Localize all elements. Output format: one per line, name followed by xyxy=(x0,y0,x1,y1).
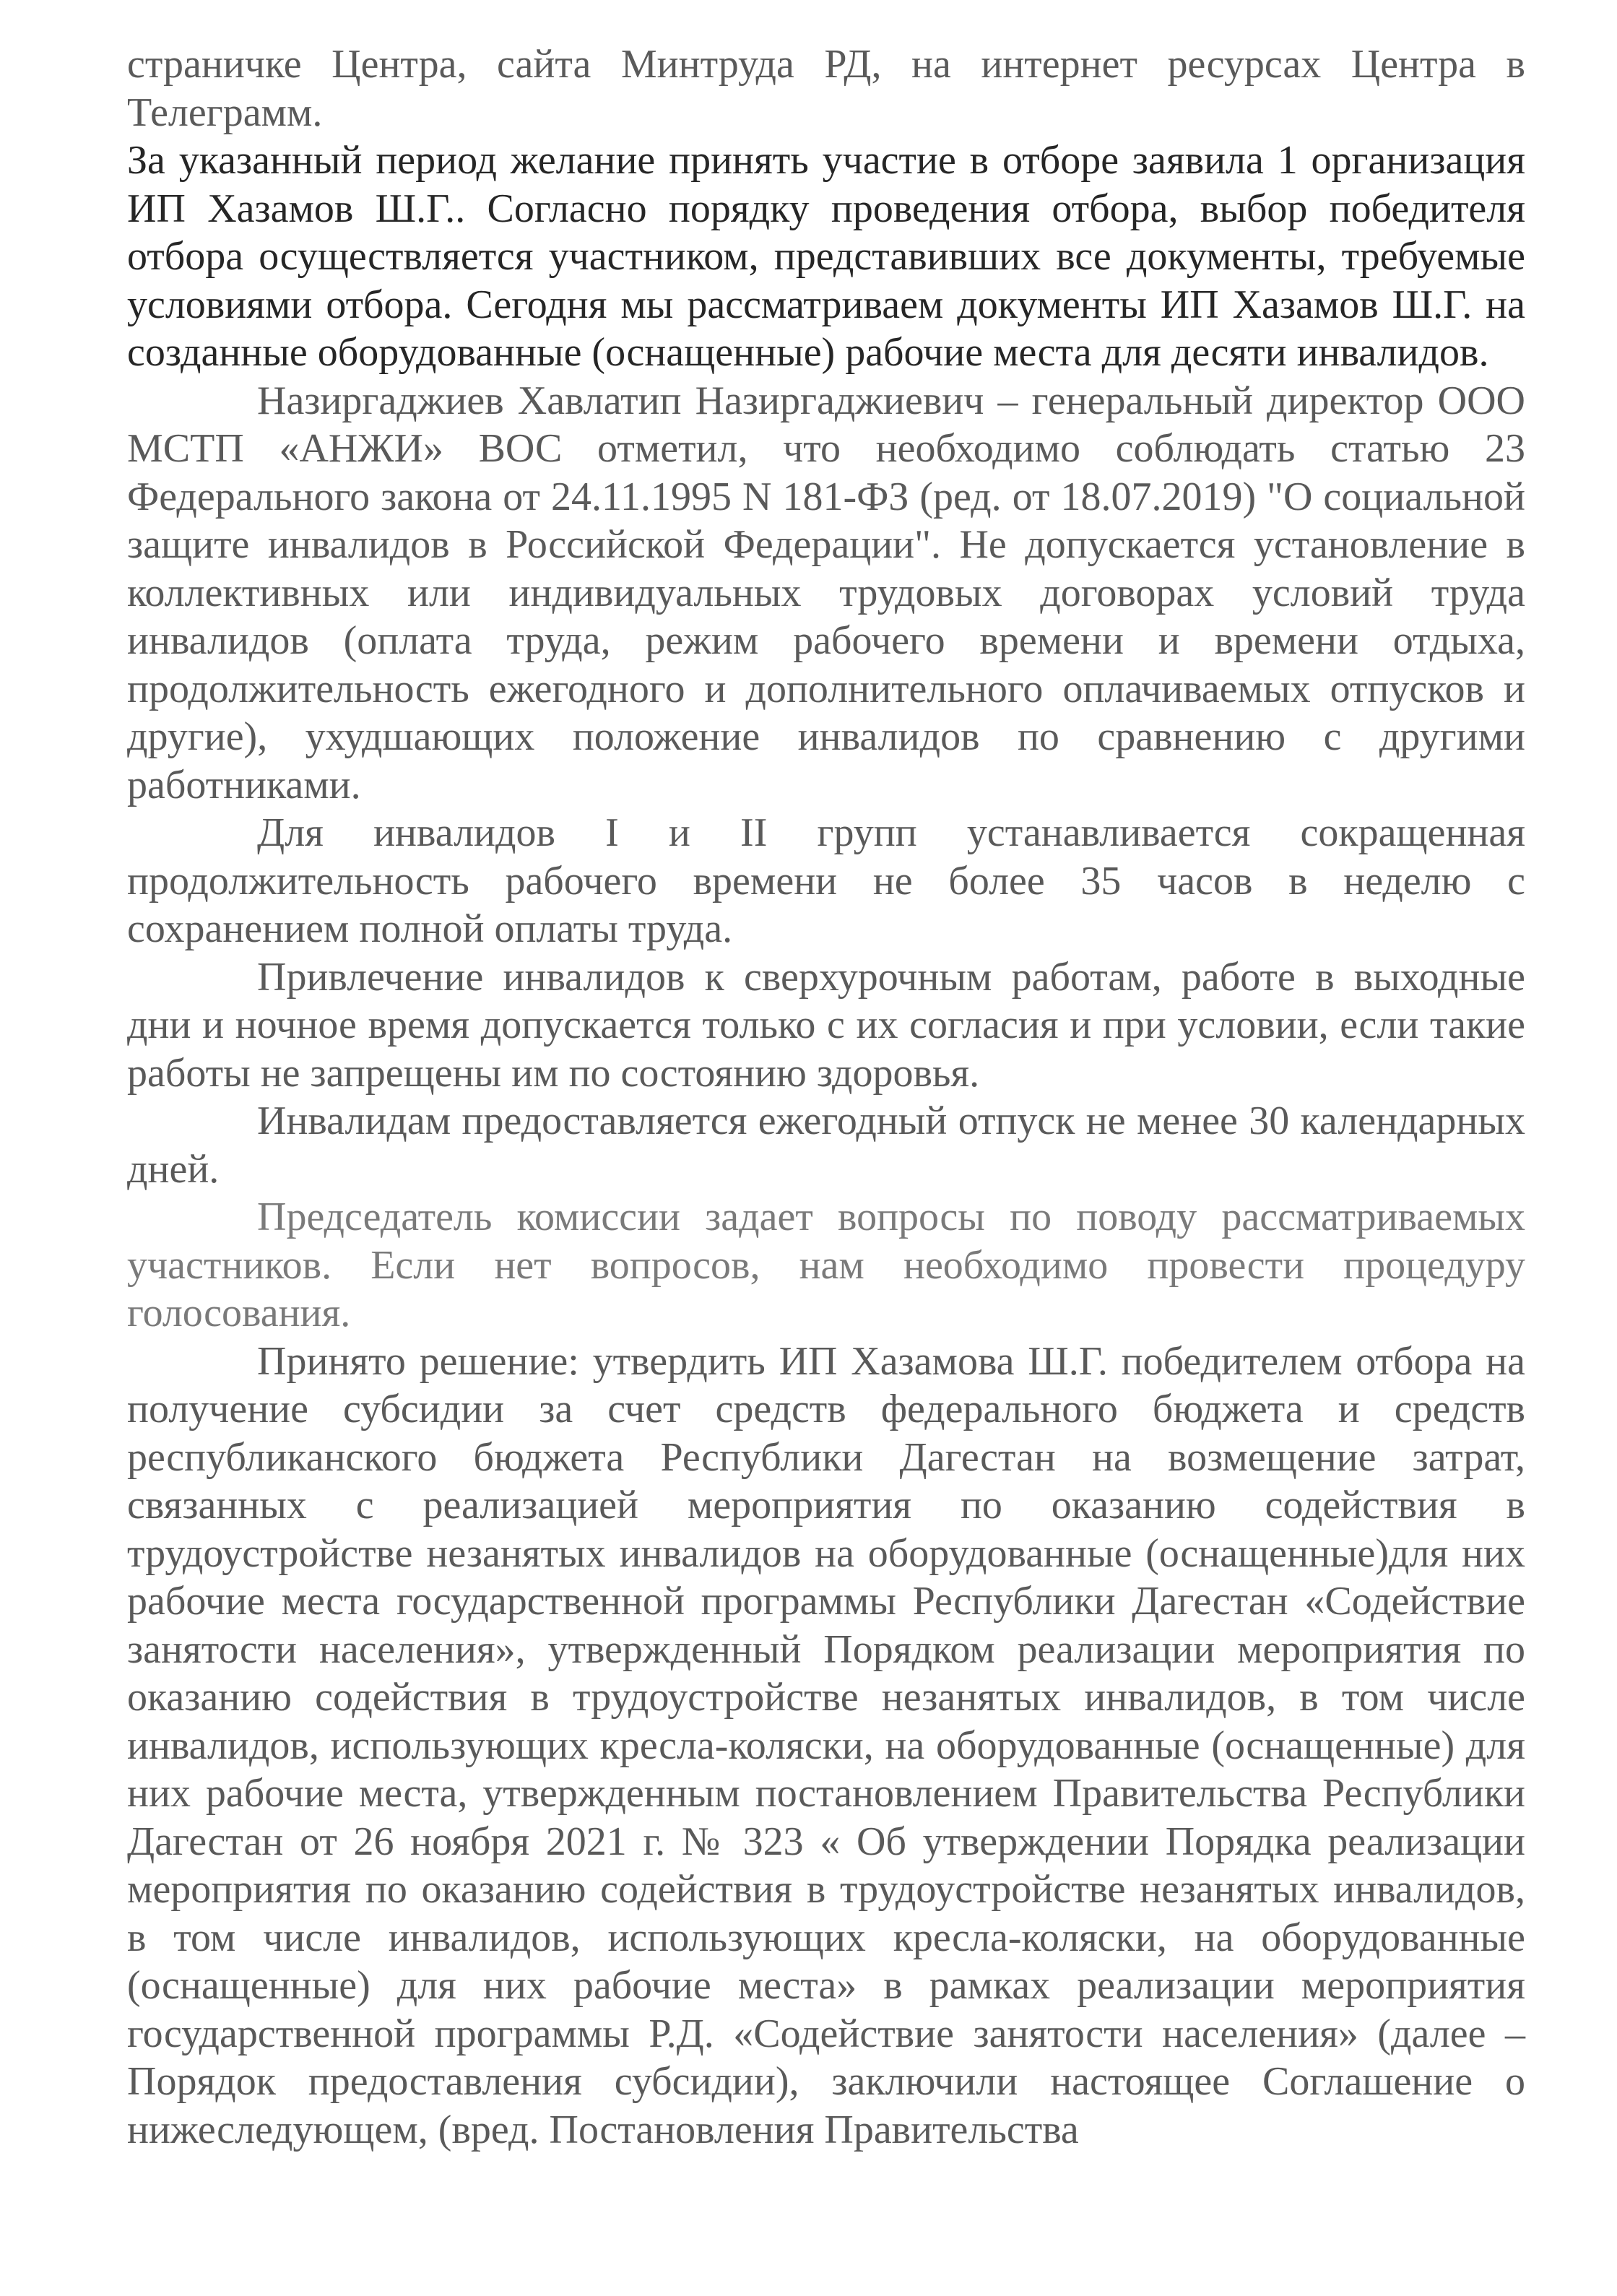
paragraph-director-statement: Назиргаджиев Хавлатип Назиргаджиевич – генеральный директор ООО МСТП «АНЖИ» ВОС отметил, что необходимо соблюдать статью 23 Федерального закона от 24.11.1995 N 181-ФЗ (ред. от 18.07.2019) "О социальной защите инвалидов в Российской Федерации". Не допускается установление в коллективных или индивидуальных трудовых договорах условий труда инвалидов (оплата труда, режим рабочего времени и времени отдыха, продолжительность ежегодного и дополнительного оплачиваемых отпусков и другие), ухудшающих положение инвалидов по сравнению с другими работниками. xyxy=(127,378,1525,807)
paragraph-participants: За указанный период желание принять участие в отборе заявила 1 организация ИП Хазамов Ш.Г.. Согласно порядку проведения отбора, выбор победителя отбора осуществляется участником, представивших все документы, требуемые условиями отбора. Сегодня мы рассматриваем документы ИП Хазамов Ш.Г. на созданные оборудованные (оснащенные) рабочие места для десяти инвалидов. xyxy=(127,138,1525,375)
paragraph-annual-leave: Инвалидам предоставляется ежегодный отпуск не менее 30 календарных дней. xyxy=(127,1099,1525,1192)
paragraph-intro-continuation: страничке Центра, сайта Минтруда РД, на интернет ресурсах Центра в Телеграмм. xyxy=(127,42,1525,135)
document-page xyxy=(127,40,1525,2154)
paragraph-decision: Принято решение: утвердить ИП Хазамова Ш.Г. победителем отбора на получение субсидии за счет средств федерального бюджета и средств республиканского бюджета Республики Дагестан на возмещение затрат, связанных с реализацией мероприятия по оказанию содействия в трудоустройстве незанятых инвалидов на оборудованные (оснащенные)для них рабочие места государственной программы Республики Дагестан «Содействие занятости населения», утвержденный Порядком реализации мероприятия по оказанию содействия в трудоустройстве незанятых инвалидов, в том числе инвалидов, использующих кресла-коляски, на оборудованные (оснащенные) для них рабочие места, утвержденным постановлением Правительства Республики Дагестан от 26 ноября 2021 г. № 323 « Об утверждении Порядка реализации мероприятия по оказанию содействия в трудоустройстве незанятых инвалидов, в том числе инвалидов, использующих кресла-коляски, на оборудованные (оснащенные) для них рабочие места» в рамках реализации мероприятия государственной программы Р.Д. «Содействие занятости населения» (далее – Порядок предоставления субсидии), заключили настоящее Соглашение о нижеследующем, (вред. Постановления Правительства xyxy=(127,1338,1525,2152)
paragraph-overtime: Привлечение инвалидов к сверхурочным работам, работе в выходные дни и ночное время допускается только с их согласия и при условии, если такие работы не запрещены им по состоянию здоровья. xyxy=(127,954,1525,1096)
paragraph-reduced-hours: Для инвалидов I и II групп устанавливается сокращенная продолжительность рабочего времени не более 35 часов в неделю с сохранением полной оплаты труда. xyxy=(127,810,1525,951)
paragraph-chairman-questions: Председатель комиссии задает вопросы по поводу рассматриваемых участников. Если нет вопросов, нам необходимо провести процедуру голосования. xyxy=(127,1195,1525,1335)
